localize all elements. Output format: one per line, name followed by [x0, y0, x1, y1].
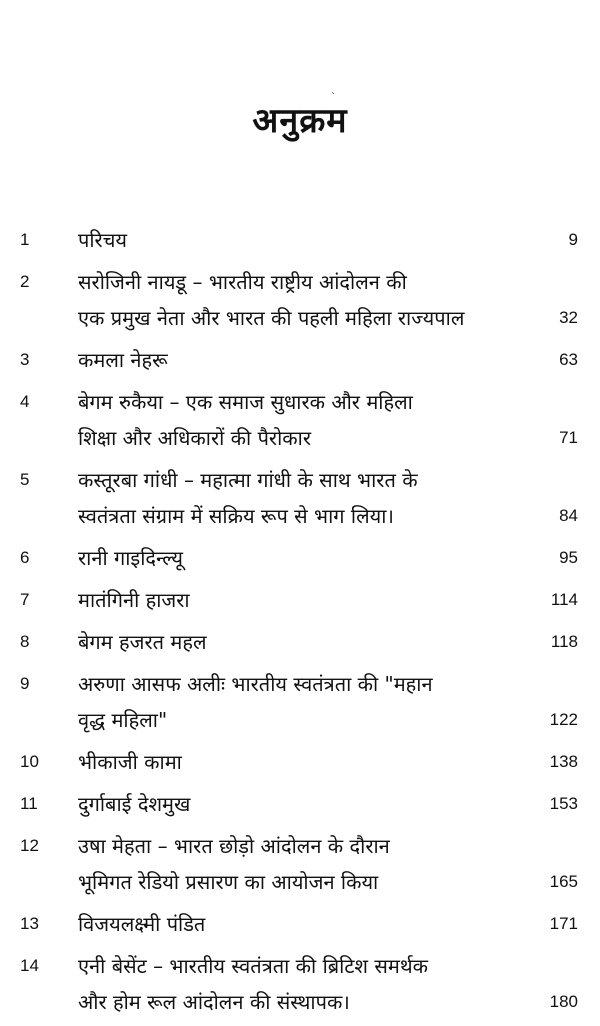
entry-number: 10 [20, 752, 39, 771]
toc-entry [0, 264, 600, 336]
entry-title [78, 222, 543, 258]
entry-page-number: 118 [550, 632, 578, 651]
entry-title-line: उषा मेहता – भारत छोड़ो आंदोलन के दौरान [78, 834, 390, 858]
entry-page-number: 84 [559, 506, 578, 525]
entry-title-line: शिक्षा और अधिकारों की पैरोकार [78, 426, 312, 450]
entry-title [78, 540, 543, 576]
entry-number: 13 [20, 914, 39, 933]
entry-page-number: 114 [550, 590, 578, 609]
entry-title [78, 744, 543, 780]
entry-page-number: 122 [549, 710, 578, 729]
entry-page-number: 71 [559, 428, 578, 447]
entry-number: 11 [20, 794, 38, 813]
toc-entry [0, 384, 600, 456]
entry-title [78, 582, 543, 618]
entry-number: 5 [20, 470, 30, 489]
entry-number: 3 [20, 350, 30, 369]
entry-title-line: कमला नेहरू [78, 348, 168, 372]
entry-title-line: और होम रूल आंदोलन की संस्थापक। [78, 990, 350, 1014]
entry-number: 8 [20, 632, 30, 651]
toc-entry [0, 462, 600, 534]
entry-title-line: सरोजिनी नायडू – भारतीय राष्ट्रीय आंदोलन की [78, 270, 407, 294]
entry-title-line: भीकाजी कामा [78, 750, 182, 774]
entry-title [78, 624, 543, 660]
entry-title-line: वृद्ध महिला" [78, 708, 168, 732]
toc-entry [0, 342, 600, 378]
entry-number: 9 [20, 674, 30, 693]
entry-title-line: कस्तूरबा गांधी – महात्मा गांधी के साथ भारत के [78, 468, 418, 492]
entry-title [78, 666, 543, 738]
entry-number: 14 [20, 956, 39, 975]
table-of-contents [0, 222, 600, 1026]
entry-page-number: 9 [568, 230, 578, 249]
entry-page-number: 95 [559, 548, 578, 567]
entry-title [78, 786, 543, 822]
toc-entry [0, 540, 600, 576]
entry-title-line: स्वतंत्रता संग्राम में सक्रिय रूप से भाग लिया। [78, 504, 395, 528]
toc-entry [0, 624, 600, 660]
toc-entry [0, 222, 600, 258]
entry-title [78, 342, 543, 378]
entry-title [78, 462, 543, 534]
entry-title [78, 384, 543, 456]
toc-entry [0, 906, 600, 942]
entry-number: 4 [20, 392, 30, 411]
entry-page-number: 32 [559, 308, 578, 327]
entry-page-number: 153 [549, 794, 578, 813]
entry-page-number: 165 [549, 872, 578, 891]
entry-number: 2 [20, 272, 30, 291]
entry-title-line: रानी गाइदिन्ल्यू [78, 546, 184, 570]
entry-number: 7 [20, 590, 30, 609]
entry-title-line: परिचय [78, 228, 128, 252]
entry-page-number: 180 [549, 992, 578, 1011]
stray-mark: ˋ [331, 92, 336, 103]
entry-title-line: बेगम हजरत महल [78, 630, 207, 654]
entry-title-line: एनी बेसेंट – भारतीय स्वतंत्रता की ब्रिटिश समर्थक [78, 954, 429, 978]
entry-title-line: मातंगिनी हाजरा [78, 588, 190, 612]
entry-number: 6 [20, 548, 30, 567]
toc-entry [0, 666, 600, 738]
entry-title [78, 828, 543, 900]
entry-title-line: एक प्रमुख नेता और भारत की पहली महिला राज्यपाल [78, 306, 465, 330]
toc-entry [0, 828, 600, 900]
entry-title-line: बेगम रुकैया – एक समाज सुधारक और महिला [78, 390, 413, 414]
entry-number: 12 [20, 836, 39, 855]
entry-title-line: अरुणा आसफ अलीः भारतीय स्वतंत्रता की "महान [78, 672, 433, 696]
entry-title-line: विजयलक्ष्मी पंडित [78, 912, 206, 936]
entry-title-line: दुर्गाबाई देशमुख [78, 792, 191, 816]
page-title: अनुक्रम [252, 101, 348, 141]
entry-page-number: 63 [559, 350, 578, 369]
toc-entry [0, 582, 600, 618]
toc-entry [0, 786, 600, 822]
entry-number: 1 [20, 230, 30, 249]
toc-entry [0, 744, 600, 780]
entry-title-line: भूमिगत रेडियो प्रसारण का आयोजन किया [78, 870, 379, 894]
entry-page-number: 171 [549, 914, 578, 933]
entry-page-number: 138 [549, 752, 578, 771]
entry-title [78, 906, 543, 942]
entry-title [78, 264, 543, 336]
entry-title [78, 948, 543, 1020]
toc-entry [0, 948, 600, 1020]
